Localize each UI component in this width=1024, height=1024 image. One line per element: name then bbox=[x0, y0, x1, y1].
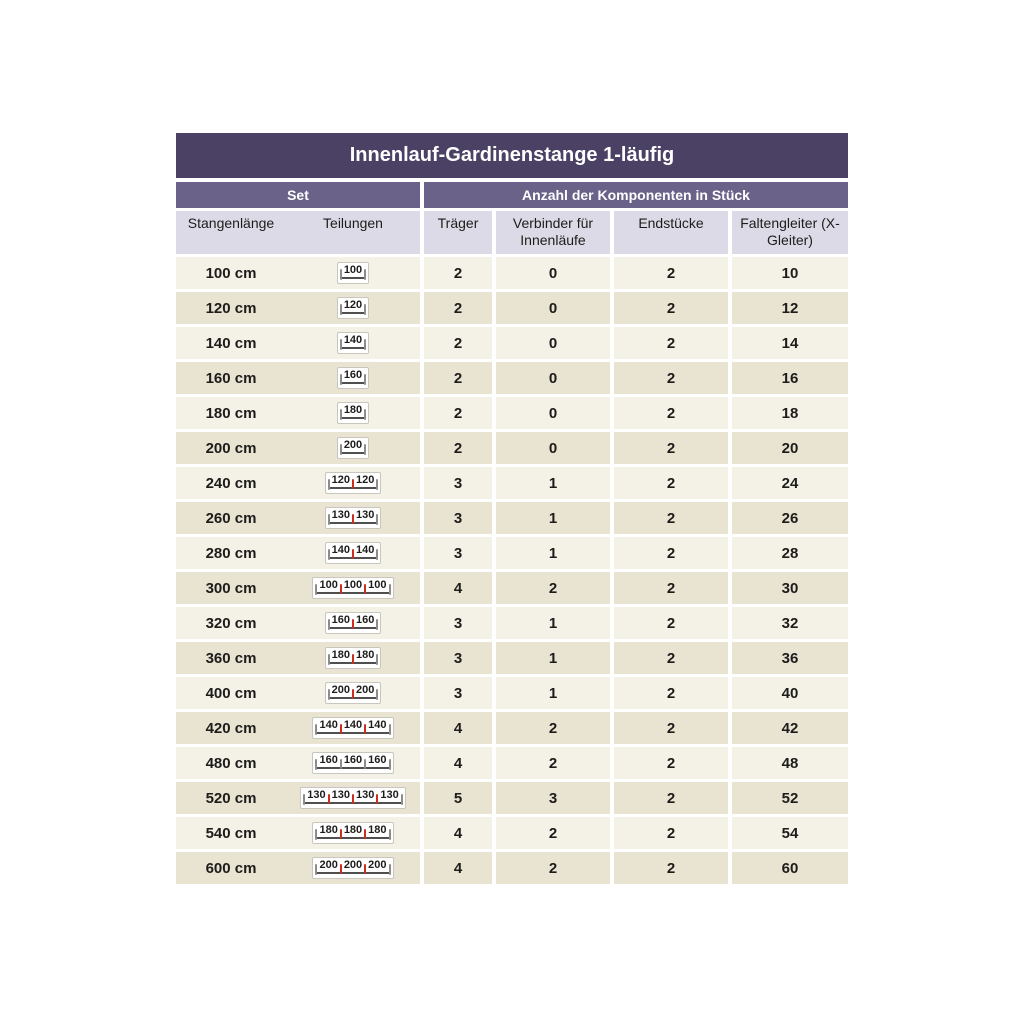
cell-gliders: 54 bbox=[732, 817, 848, 849]
cell-set bbox=[176, 852, 420, 884]
cell-set bbox=[176, 537, 420, 569]
cell-gliders: 28 bbox=[732, 537, 848, 569]
diagram-segment-length: 200 bbox=[319, 859, 338, 871]
group-header-set bbox=[176, 182, 420, 208]
diagram-segment-length: 180 bbox=[343, 404, 363, 416]
cell-endpieces: 2 bbox=[614, 642, 728, 674]
diagram-end-tick bbox=[328, 479, 330, 490]
table-row bbox=[176, 642, 848, 674]
cell-divisions bbox=[286, 752, 420, 774]
group-header-components-label: Anzahl der Komponenten in Stück bbox=[522, 187, 750, 203]
cell-rod-length: 200 cm bbox=[205, 439, 257, 457]
cell-rod-length: 300 cm bbox=[205, 579, 257, 597]
cell-set bbox=[176, 712, 420, 744]
diagram-end-tick bbox=[364, 409, 366, 420]
diagram-rod-line bbox=[340, 417, 366, 419]
group-header-row bbox=[176, 182, 848, 208]
diagram-end-tick bbox=[376, 549, 378, 560]
table-row bbox=[176, 572, 848, 604]
cell-gliders: 16 bbox=[732, 362, 848, 394]
diagram-end-tick bbox=[389, 584, 391, 595]
diagram-segment-length: 200 bbox=[343, 439, 363, 451]
cell-endpieces: 2 bbox=[614, 502, 728, 534]
diagram-separator-tick bbox=[352, 689, 354, 699]
cell-brackets: 2 bbox=[424, 432, 492, 464]
cell-divisions bbox=[286, 822, 420, 844]
diagram-separator-tick bbox=[328, 794, 330, 804]
cell-divisions bbox=[286, 542, 420, 564]
diagram-end-tick bbox=[364, 339, 366, 350]
cell-rod-length: 420 cm bbox=[205, 719, 257, 737]
cell-rod-length: 480 cm bbox=[205, 754, 257, 772]
diagram-segment-length: 130 bbox=[331, 509, 350, 521]
cell-connectors: 0 bbox=[496, 327, 610, 359]
cell-gliders: 36 bbox=[732, 642, 848, 674]
cell-connectors: 2 bbox=[496, 572, 610, 604]
cell-endpieces: 2 bbox=[614, 677, 728, 709]
cell-rod-length: 360 cm bbox=[205, 649, 257, 667]
diagram-separator-tick bbox=[340, 829, 342, 839]
diagram-end-tick bbox=[389, 829, 391, 840]
cell-rod-length: 140 cm bbox=[205, 334, 257, 352]
diagram-end-tick bbox=[389, 724, 391, 735]
diagram-end-tick bbox=[328, 689, 330, 700]
diagram-separator-tick bbox=[352, 549, 354, 559]
cell-rod-length: 520 cm bbox=[205, 789, 257, 807]
cell-connectors: 1 bbox=[496, 467, 610, 499]
cell-brackets: 3 bbox=[424, 537, 492, 569]
cell-set bbox=[176, 677, 420, 709]
cell-set bbox=[176, 572, 420, 604]
diagram-end-tick bbox=[364, 304, 366, 315]
division-diagram bbox=[300, 787, 405, 809]
diagram-segment-length: 180 bbox=[356, 649, 375, 661]
cell-gliders: 42 bbox=[732, 712, 848, 744]
cell-gliders: 24 bbox=[732, 467, 848, 499]
cell-set bbox=[176, 467, 420, 499]
column-header-brackets: Träger bbox=[424, 211, 492, 254]
cell-divisions bbox=[286, 367, 420, 389]
diagram-segment-length: 200 bbox=[343, 859, 363, 871]
cell-brackets: 4 bbox=[424, 817, 492, 849]
cell-divisions bbox=[286, 682, 420, 704]
diagram-end-tick bbox=[340, 269, 342, 280]
cell-rod-length: 180 cm bbox=[205, 404, 257, 422]
cell-connectors: 0 bbox=[496, 362, 610, 394]
cell-set bbox=[176, 362, 420, 394]
cell-endpieces: 2 bbox=[614, 292, 728, 324]
diagram-segment-length: 130 bbox=[307, 789, 326, 801]
diagram-end-tick bbox=[376, 689, 378, 700]
cell-endpieces: 2 bbox=[614, 362, 728, 394]
diagram-segment-length: 140 bbox=[343, 334, 363, 346]
diagram-segment-length: 100 bbox=[343, 579, 363, 591]
table-row bbox=[176, 537, 848, 569]
division-diagram bbox=[325, 682, 382, 704]
diagram-rod-line bbox=[315, 767, 390, 769]
diagram-segment-length: 180 bbox=[368, 824, 387, 836]
diagram-end-tick bbox=[364, 444, 366, 455]
cell-gliders: 14 bbox=[732, 327, 848, 359]
group-header-components bbox=[424, 182, 848, 208]
diagram-end-tick bbox=[389, 864, 391, 875]
cell-divisions bbox=[286, 262, 420, 284]
diagram-separator-tick bbox=[364, 864, 366, 874]
diagram-separator-tick bbox=[364, 759, 366, 769]
diagram-separator-tick bbox=[352, 619, 354, 629]
cell-brackets: 4 bbox=[424, 572, 492, 604]
diagram-end-tick bbox=[303, 794, 305, 805]
diagram-segment-length: 130 bbox=[356, 509, 375, 521]
diagram-segment-length: 200 bbox=[331, 684, 350, 696]
diagram-end-tick bbox=[328, 654, 330, 665]
diagram-segment-length: 140 bbox=[331, 544, 350, 556]
table-row bbox=[176, 327, 848, 359]
diagram-separator-tick bbox=[364, 724, 366, 734]
diagram-rod-line bbox=[315, 592, 390, 594]
cell-divisions bbox=[286, 577, 420, 599]
diagram-rod-line bbox=[340, 382, 366, 384]
diagram-separator-tick bbox=[352, 794, 354, 804]
diagram-segment-length: 140 bbox=[368, 719, 387, 731]
cell-gliders: 12 bbox=[732, 292, 848, 324]
table-row bbox=[176, 782, 848, 814]
cell-endpieces: 2 bbox=[614, 257, 728, 289]
cell-divisions bbox=[286, 472, 420, 494]
diagram-end-tick bbox=[389, 759, 391, 770]
cell-divisions bbox=[286, 647, 420, 669]
cell-gliders: 52 bbox=[732, 782, 848, 814]
cell-endpieces: 2 bbox=[614, 712, 728, 744]
diagram-end-tick bbox=[328, 549, 330, 560]
diagram-segment-length: 120 bbox=[343, 299, 363, 311]
cell-rod-length: 100 cm bbox=[205, 264, 257, 282]
diagram-rod-line bbox=[315, 872, 390, 874]
diagram-segment-length: 160 bbox=[356, 614, 375, 626]
cell-set bbox=[176, 397, 420, 429]
diagram-separator-tick bbox=[352, 479, 354, 489]
cell-endpieces: 2 bbox=[614, 852, 728, 884]
cell-brackets: 2 bbox=[424, 362, 492, 394]
diagram-segment-length: 100 bbox=[343, 264, 363, 276]
cell-divisions bbox=[286, 507, 420, 529]
division-diagram bbox=[337, 297, 369, 319]
diagram-segment-length: 130 bbox=[331, 789, 350, 801]
division-diagram bbox=[325, 647, 382, 669]
column-header-length: Stangenlänge bbox=[187, 215, 275, 231]
cell-brackets: 3 bbox=[424, 677, 492, 709]
cell-connectors: 0 bbox=[496, 397, 610, 429]
table-title-text: Innenlauf-Gardinenstange 1-läufig bbox=[349, 144, 675, 166]
diagram-end-tick bbox=[376, 514, 378, 525]
cell-gliders: 26 bbox=[732, 502, 848, 534]
cell-rod-length: 600 cm bbox=[205, 859, 257, 877]
diagram-end-tick bbox=[364, 374, 366, 385]
division-diagram bbox=[312, 577, 393, 599]
diagram-rod-line bbox=[340, 277, 366, 279]
cell-connectors: 0 bbox=[496, 257, 610, 289]
division-diagram bbox=[312, 717, 393, 739]
cell-gliders: 60 bbox=[732, 852, 848, 884]
division-diagram bbox=[337, 367, 369, 389]
division-diagram bbox=[312, 752, 393, 774]
product-spec-table bbox=[176, 133, 848, 887]
cell-endpieces: 2 bbox=[614, 572, 728, 604]
diagram-segment-length: 100 bbox=[368, 579, 387, 591]
cell-rod-length: 280 cm bbox=[205, 544, 257, 562]
cell-set bbox=[176, 257, 420, 289]
cell-endpieces: 2 bbox=[614, 537, 728, 569]
table-body bbox=[176, 257, 848, 884]
diagram-end-tick bbox=[364, 269, 366, 280]
cell-rod-length: 400 cm bbox=[205, 684, 257, 702]
diagram-segment-length: 120 bbox=[356, 474, 375, 486]
diagram-end-tick bbox=[376, 479, 378, 490]
cell-gliders: 10 bbox=[732, 257, 848, 289]
cell-brackets: 2 bbox=[424, 292, 492, 324]
table-row bbox=[176, 432, 848, 464]
division-diagram bbox=[325, 507, 382, 529]
cell-set bbox=[176, 432, 420, 464]
cell-brackets: 3 bbox=[424, 502, 492, 534]
cell-connectors: 2 bbox=[496, 712, 610, 744]
diagram-end-tick bbox=[340, 409, 342, 420]
diagram-rod-line bbox=[340, 452, 366, 454]
diagram-separator-tick bbox=[340, 759, 342, 769]
cell-set bbox=[176, 747, 420, 779]
diagram-end-tick bbox=[376, 654, 378, 665]
cell-connectors: 0 bbox=[496, 432, 610, 464]
cell-gliders: 18 bbox=[732, 397, 848, 429]
table-row bbox=[176, 747, 848, 779]
diagram-separator-tick bbox=[352, 654, 354, 664]
table-row bbox=[176, 502, 848, 534]
cell-endpieces: 2 bbox=[614, 467, 728, 499]
cell-divisions bbox=[286, 297, 420, 319]
cell-brackets: 2 bbox=[424, 327, 492, 359]
diagram-end-tick bbox=[340, 339, 342, 350]
diagram-separator-tick bbox=[364, 584, 366, 594]
cell-connectors: 1 bbox=[496, 642, 610, 674]
cell-set bbox=[176, 817, 420, 849]
cell-rod-length: 320 cm bbox=[205, 614, 257, 632]
column-header-endpieces: Endstücke bbox=[614, 211, 728, 254]
division-diagram bbox=[312, 857, 393, 879]
table-row bbox=[176, 467, 848, 499]
diagram-segment-length: 200 bbox=[356, 684, 375, 696]
table-row bbox=[176, 397, 848, 429]
diagram-end-tick bbox=[328, 619, 330, 630]
cell-endpieces: 2 bbox=[614, 817, 728, 849]
diagram-separator-tick bbox=[352, 514, 354, 524]
cell-set bbox=[176, 327, 420, 359]
cell-brackets: 3 bbox=[424, 607, 492, 639]
cell-endpieces: 2 bbox=[614, 327, 728, 359]
cell-set bbox=[176, 782, 420, 814]
diagram-end-tick bbox=[376, 619, 378, 630]
cell-set bbox=[176, 502, 420, 534]
cell-set bbox=[176, 292, 420, 324]
cell-brackets: 4 bbox=[424, 712, 492, 744]
cell-divisions bbox=[286, 332, 420, 354]
column-header-gliders: Faltengleiter (X-Gleiter) bbox=[732, 211, 848, 254]
column-header-connectors: Verbinder für Innenläufe bbox=[496, 211, 610, 254]
cell-endpieces: 2 bbox=[614, 397, 728, 429]
diagram-segment-length: 200 bbox=[368, 859, 387, 871]
diagram-segment-length: 140 bbox=[319, 719, 338, 731]
table-row bbox=[176, 712, 848, 744]
cell-endpieces: 2 bbox=[614, 747, 728, 779]
diagram-separator-tick bbox=[340, 584, 342, 594]
cell-brackets: 2 bbox=[424, 257, 492, 289]
table-row bbox=[176, 257, 848, 289]
cell-divisions bbox=[286, 612, 420, 634]
diagram-separator-tick bbox=[340, 724, 342, 734]
cell-gliders: 32 bbox=[732, 607, 848, 639]
diagram-separator-tick bbox=[340, 864, 342, 874]
column-header-divisions: Teilungen bbox=[323, 215, 383, 231]
cell-connectors: 1 bbox=[496, 607, 610, 639]
cell-rod-length: 260 cm bbox=[205, 509, 257, 527]
column-header-set bbox=[176, 211, 420, 254]
division-diagram bbox=[337, 437, 369, 459]
cell-connectors: 1 bbox=[496, 677, 610, 709]
diagram-separator-tick bbox=[364, 829, 366, 839]
cell-divisions bbox=[286, 437, 420, 459]
diagram-segment-length: 180 bbox=[319, 824, 338, 836]
table-row bbox=[176, 852, 848, 884]
cell-divisions bbox=[286, 717, 420, 739]
division-diagram bbox=[325, 612, 382, 634]
cell-divisions bbox=[286, 787, 420, 809]
cell-set bbox=[176, 642, 420, 674]
group-header-set-label: Set bbox=[287, 187, 309, 203]
diagram-end-tick bbox=[401, 794, 403, 805]
diagram-segment-length: 130 bbox=[356, 789, 375, 801]
cell-connectors: 3 bbox=[496, 782, 610, 814]
cell-connectors: 2 bbox=[496, 852, 610, 884]
cell-connectors: 1 bbox=[496, 502, 610, 534]
diagram-segment-length: 160 bbox=[343, 369, 363, 381]
table-row bbox=[176, 292, 848, 324]
cell-endpieces: 2 bbox=[614, 432, 728, 464]
cell-rod-length: 540 cm bbox=[205, 824, 257, 842]
diagram-end-tick bbox=[340, 374, 342, 385]
diagram-segment-length: 130 bbox=[380, 789, 399, 801]
table-row bbox=[176, 607, 848, 639]
cell-gliders: 40 bbox=[732, 677, 848, 709]
cell-connectors: 2 bbox=[496, 747, 610, 779]
diagram-segment-length: 180 bbox=[331, 649, 350, 661]
diagram-segment-length: 100 bbox=[319, 579, 338, 591]
diagram-segment-length: 140 bbox=[343, 719, 363, 731]
diagram-segment-length: 140 bbox=[356, 544, 375, 556]
cell-gliders: 48 bbox=[732, 747, 848, 779]
division-diagram bbox=[325, 472, 382, 494]
cell-connectors: 2 bbox=[496, 817, 610, 849]
cell-gliders: 20 bbox=[732, 432, 848, 464]
column-header-row bbox=[176, 211, 848, 254]
division-diagram bbox=[337, 262, 369, 284]
cell-set bbox=[176, 607, 420, 639]
diagram-end-tick bbox=[340, 304, 342, 315]
cell-brackets: 2 bbox=[424, 397, 492, 429]
diagram-end-tick bbox=[328, 514, 330, 525]
diagram-rod-line bbox=[340, 347, 366, 349]
table-row bbox=[176, 817, 848, 849]
table-row bbox=[176, 677, 848, 709]
cell-gliders: 30 bbox=[732, 572, 848, 604]
diagram-segment-length: 180 bbox=[343, 824, 363, 836]
cell-rod-length: 160 cm bbox=[205, 369, 257, 387]
cell-divisions bbox=[286, 857, 420, 879]
cell-rod-length: 120 cm bbox=[205, 299, 257, 317]
cell-divisions bbox=[286, 402, 420, 424]
division-diagram bbox=[337, 332, 369, 354]
cell-connectors: 0 bbox=[496, 292, 610, 324]
division-diagram bbox=[325, 542, 382, 564]
cell-brackets: 4 bbox=[424, 852, 492, 884]
table-title bbox=[176, 133, 848, 178]
cell-endpieces: 2 bbox=[614, 782, 728, 814]
cell-brackets: 3 bbox=[424, 642, 492, 674]
diagram-rod-line bbox=[315, 732, 390, 734]
cell-endpieces: 2 bbox=[614, 607, 728, 639]
cell-brackets: 4 bbox=[424, 747, 492, 779]
diagram-segment-length: 120 bbox=[331, 474, 350, 486]
cell-brackets: 3 bbox=[424, 467, 492, 499]
diagram-segment-length: 160 bbox=[319, 754, 338, 766]
cell-connectors: 1 bbox=[496, 537, 610, 569]
table-row bbox=[176, 362, 848, 394]
diagram-segment-length: 160 bbox=[368, 754, 387, 766]
division-diagram bbox=[337, 402, 369, 424]
diagram-rod-line bbox=[340, 312, 366, 314]
division-diagram bbox=[312, 822, 393, 844]
diagram-segment-length: 160 bbox=[331, 614, 350, 626]
diagram-end-tick bbox=[340, 444, 342, 455]
cell-rod-length: 240 cm bbox=[205, 474, 257, 492]
cell-brackets: 5 bbox=[424, 782, 492, 814]
diagram-rod-line bbox=[315, 837, 390, 839]
diagram-segment-length: 160 bbox=[343, 754, 363, 766]
